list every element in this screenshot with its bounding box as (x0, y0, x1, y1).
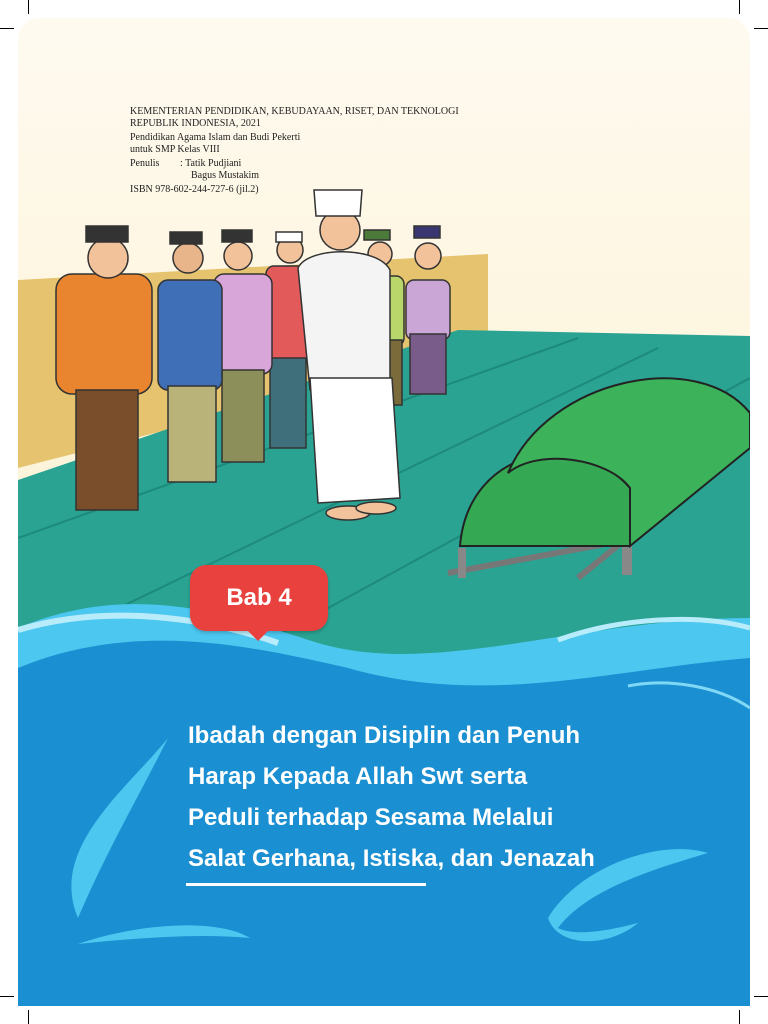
publisher-line: REPUBLIK INDONESIA, 2021 (130, 118, 261, 129)
chapter-title (188, 715, 708, 879)
title-line: Salat Gerhana, Istiska, dan Jenazah (188, 845, 595, 872)
crop-mark (739, 1010, 740, 1024)
book-title-line: Pendidikan Agama Islam dan Budi Pekerti (130, 132, 301, 143)
author-name: : Tatik Pudjiani (180, 158, 242, 169)
crop-mark (28, 1010, 29, 1024)
book-cover (18, 18, 750, 1006)
title-line: Peduli terhadap Sesama Melalui (188, 804, 554, 831)
publisher-line: KEMENTERIAN PENDIDIKAN, KEBUDAYAAN, RISET, DAN TEKNOLOGI (130, 106, 459, 117)
title-line: Ibadah dengan Disiplin dan Penuh (188, 722, 581, 749)
isbn: ISBN 978-602-244-727-6 (jil.2) (130, 184, 259, 195)
crop-mark (739, 0, 740, 14)
title-line: Harap Kepada Allah Swt serta (188, 763, 528, 790)
author-row (130, 158, 459, 170)
chapter-label: Bab 4 (226, 584, 292, 611)
crop-mark (0, 996, 14, 997)
crop-mark (28, 0, 29, 14)
chapter-badge (190, 565, 328, 631)
publication-credits (130, 106, 459, 196)
title-underline (186, 883, 426, 886)
crop-mark (754, 28, 768, 29)
crop-mark (754, 996, 768, 997)
book-title-line: untuk SMP Kelas VIII (130, 144, 220, 155)
author-label: Penulis (130, 158, 160, 169)
crop-mark (0, 28, 14, 29)
author-name: Bagus Mustakim (191, 170, 260, 181)
